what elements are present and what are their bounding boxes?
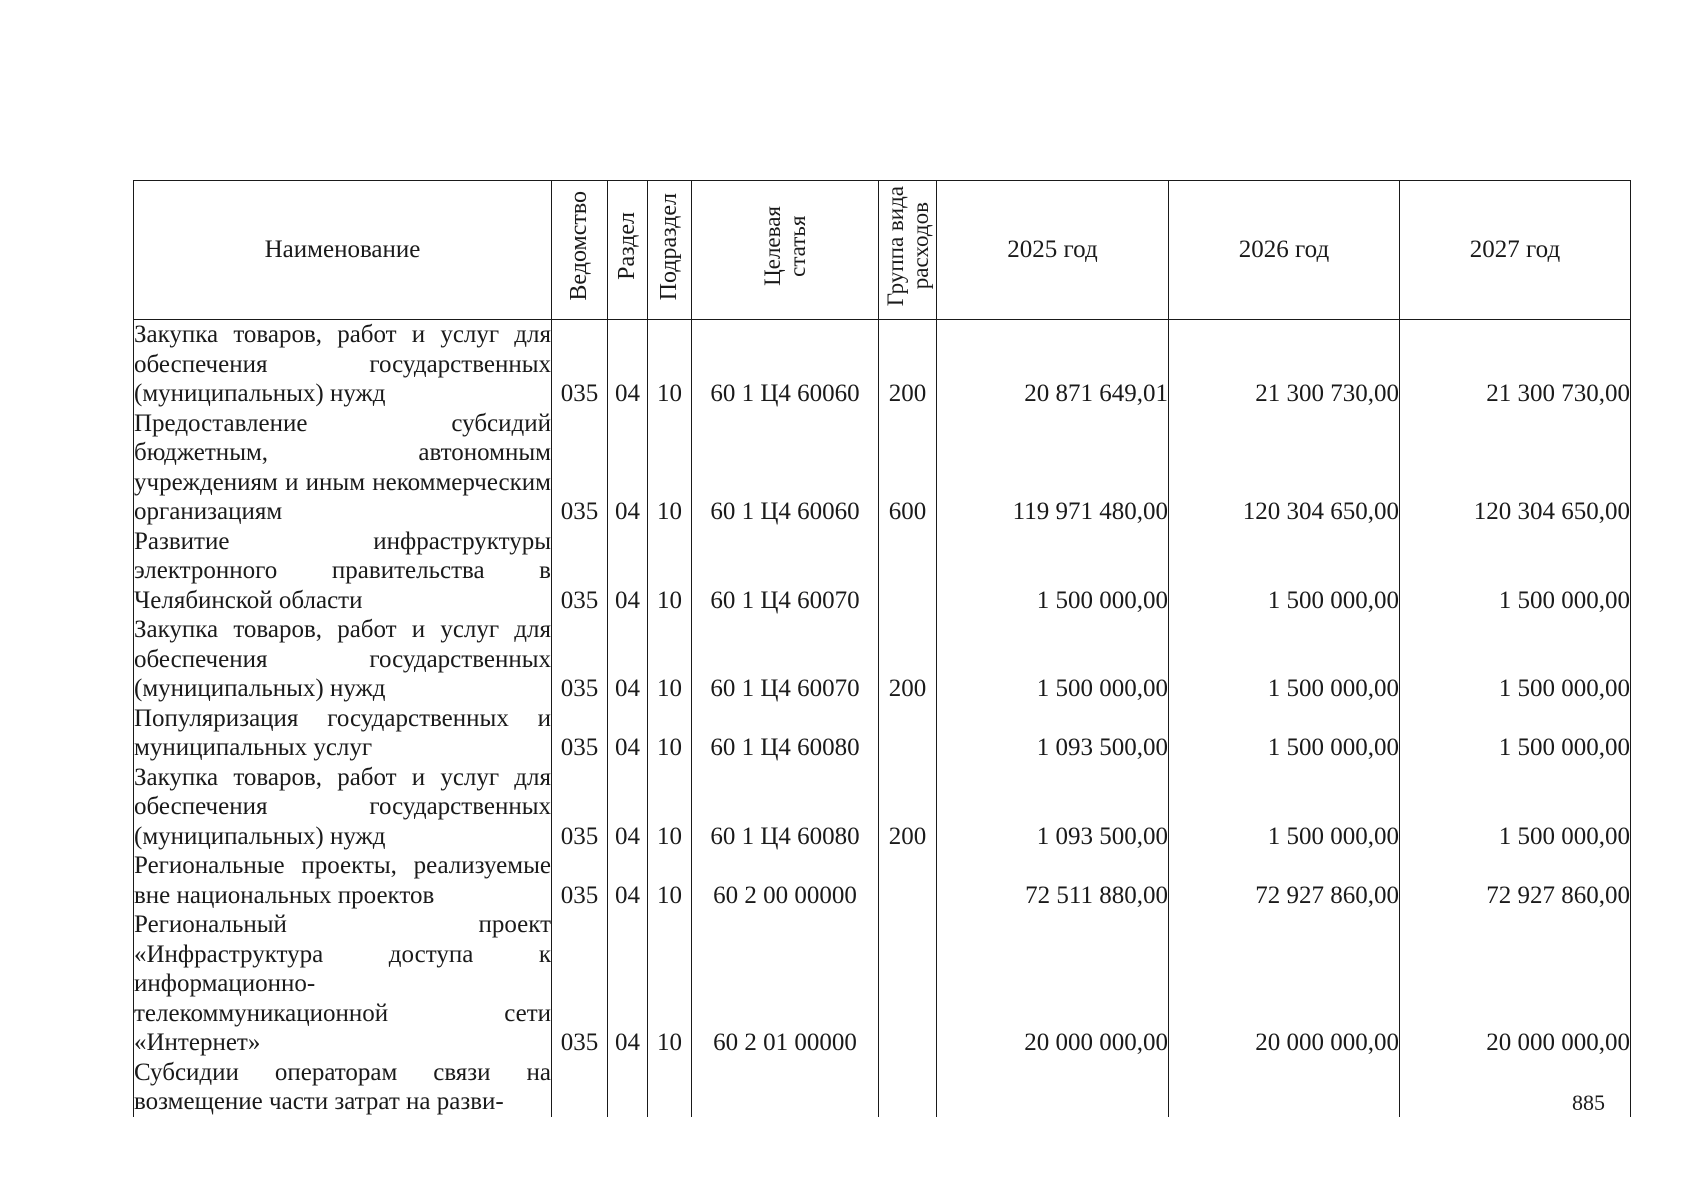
table-row [134, 763, 1631, 852]
cell-amount-2025: 20 871 649,01 [937, 320, 1169, 409]
cell-amount-2025: 72 511 880,00 [937, 851, 1169, 910]
cell-department: 035 [552, 615, 608, 704]
cell-amount-2027: 1 500 000,00 [1400, 704, 1631, 763]
table-header [134, 181, 1631, 320]
cell-amount-2026: 21 300 730,00 [1169, 320, 1400, 409]
header-section: Раздел [608, 181, 648, 320]
cell-name: Закупка товаров, работ и услуг для обеспечения государственных (муниципальных) нужд [134, 616, 551, 702]
cell-subsection: 10 [648, 704, 692, 763]
cell-section: 04 [608, 615, 648, 704]
cell-section: 04 [608, 851, 648, 910]
cell-amount-2027: 120 304 650,00 [1400, 409, 1631, 527]
cell-amount-2025: 1 500 000,00 [937, 615, 1169, 704]
cell-department: 035 [552, 527, 608, 616]
cell-amount-2027: 1 500 000,00 [1400, 763, 1631, 852]
cell-name: Закупка товаров, работ и услуг для обеспечения государственных (муниципальных) нужд [134, 763, 551, 850]
header-department: Ведомство [552, 181, 608, 320]
page-number: 885 [1572, 1090, 1605, 1115]
cell-name: Субсидии операторам связи на возмещение части затрат на разви- [134, 1058, 551, 1115]
table-row [134, 320, 1631, 409]
cell-empty [552, 1058, 608, 1117]
cell-target-article: 60 1 Ц4 60070 [692, 527, 879, 616]
header-year-2027: 2027 год [1400, 181, 1631, 320]
cell-empty [879, 1058, 937, 1117]
cell-department: 035 [552, 910, 608, 1058]
table-row [134, 409, 1631, 527]
cell-empty [1169, 1058, 1400, 1117]
cell-subsection: 10 [648, 615, 692, 704]
cell-subsection: 10 [648, 851, 692, 910]
header-expense-group: Группа вида расходов [879, 181, 937, 320]
cell-amount-2026: 72 927 860,00 [1169, 851, 1400, 910]
budget-table [133, 180, 1631, 1117]
cell-section: 04 [608, 910, 648, 1058]
table-row [134, 704, 1631, 763]
cell-amount-2027: 1 500 000,00 [1400, 615, 1631, 704]
cell-department: 035 [552, 320, 608, 409]
table-row [134, 615, 1631, 704]
cell-department: 035 [552, 763, 608, 852]
cell-department: 035 [552, 409, 608, 527]
table-row [134, 527, 1631, 616]
table-row [134, 910, 1631, 1058]
cell-amount-2025: 20 000 000,00 [937, 910, 1169, 1058]
cell-subsection: 10 [648, 910, 692, 1058]
cell-name: Предоставление субсидий бюджетным, автономным учреждениям и иным некоммерческим организациям [134, 409, 551, 525]
cell-target-article: 60 1 Ц4 60070 [692, 615, 879, 704]
header-year-2026: 2026 год [1169, 181, 1400, 320]
header-name: Наименование [134, 181, 552, 320]
cell-empty [648, 1058, 692, 1117]
cell-name: Популяризация государственных и муниципальных услуг [134, 704, 551, 761]
cell-section: 04 [608, 763, 648, 852]
cell-section: 04 [608, 527, 648, 616]
cell-empty [692, 1058, 879, 1117]
cell-amount-2026: 1 500 000,00 [1169, 704, 1400, 763]
cell-department: 035 [552, 704, 608, 763]
cell-expense-group [879, 910, 937, 1058]
cell-section: 04 [608, 409, 648, 527]
cell-amount-2025: 1 093 500,00 [937, 704, 1169, 763]
cell-section: 04 [608, 704, 648, 763]
header-year-2025: 2025 год [937, 181, 1169, 320]
cell-amount-2027: 20 000 000,00 [1400, 910, 1631, 1058]
cell-target-article: 60 1 Ц4 60080 [692, 704, 879, 763]
cell-amount-2026: 1 500 000,00 [1169, 527, 1400, 616]
header-target-article: Целевая статья [692, 181, 879, 320]
cell-name: Развитие инфраструктуры электронного правительства в Челябинской области [134, 527, 551, 614]
cell-subsection: 10 [648, 320, 692, 409]
cell-expense-group: 600 [879, 409, 937, 527]
cell-empty [937, 1058, 1169, 1117]
cell-expense-group: 200 [879, 615, 937, 704]
cell-section: 04 [608, 320, 648, 409]
cell-department: 035 [552, 851, 608, 910]
cell-target-article: 60 1 Ц4 60080 [692, 763, 879, 852]
cell-amount-2026: 1 500 000,00 [1169, 615, 1400, 704]
cell-amount-2026: 1 500 000,00 [1169, 763, 1400, 852]
cell-amount-2025: 1 500 000,00 [937, 527, 1169, 616]
cell-amount-2027: 72 927 860,00 [1400, 851, 1631, 910]
header-subsection: Подраздел [648, 181, 692, 320]
table-row-partial [134, 1058, 1631, 1117]
cell-name: Закупка товаров, работ и услуг для обеспечения государственных (муниципальных) нужд [134, 321, 551, 407]
cell-subsection: 10 [648, 409, 692, 527]
cell-expense-group: 200 [879, 320, 937, 409]
cell-subsection: 10 [648, 527, 692, 616]
cell-amount-2026: 20 000 000,00 [1169, 910, 1400, 1058]
cell-name: Региональные проекты, реализуемые вне национальных проектов [134, 852, 551, 909]
cell-amount-2025: 119 971 480,00 [937, 409, 1169, 527]
cell-target-article: 60 2 00 00000 [692, 851, 879, 910]
cell-expense-group [879, 527, 937, 616]
cell-expense-group [879, 704, 937, 763]
cell-target-article: 60 1 Ц4 60060 [692, 320, 879, 409]
table-row [134, 851, 1631, 910]
cell-amount-2027: 21 300 730,00 [1400, 320, 1631, 409]
cell-subsection: 10 [648, 763, 692, 852]
cell-amount-2025: 1 093 500,00 [937, 763, 1169, 852]
cell-expense-group [879, 851, 937, 910]
cell-expense-group: 200 [879, 763, 937, 852]
cell-target-article: 60 1 Ц4 60060 [692, 409, 879, 527]
cell-target-article: 60 2 01 00000 [692, 910, 879, 1058]
cell-empty [608, 1058, 648, 1117]
cell-amount-2026: 120 304 650,00 [1169, 409, 1400, 527]
cell-amount-2027: 1 500 000,00 [1400, 527, 1631, 616]
table-body [134, 320, 1631, 1117]
cell-name: Региональный проект «Инфраструктура доступа к информационно-телекоммуникационной сети «Интернет» [134, 911, 551, 1056]
